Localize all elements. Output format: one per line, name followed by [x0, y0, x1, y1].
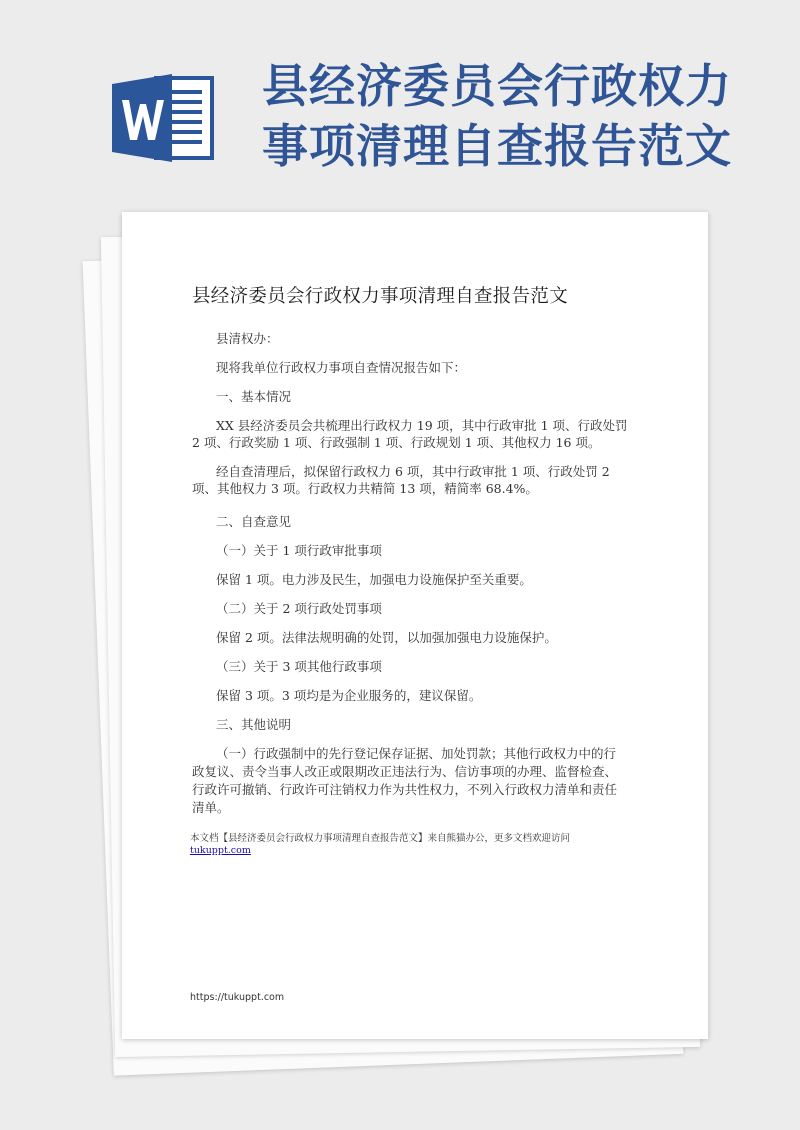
paragraph-salutation: 县清权办： [216, 331, 279, 346]
paragraph-line: （一）行政强制中的先行登记保存证据、加处罚款；其他行政权力中的行 [216, 746, 617, 761]
word-document-icon [112, 72, 214, 164]
paragraph-line: 行政许可撤销、行政许可注销权力作为共性权力，不列入行政权力清单和责任 [192, 782, 618, 797]
section-heading-3: 三、其他说明 [216, 717, 292, 732]
paragraph-intro: 现将我单位行政权力事项自查情况报告如下： [216, 360, 467, 375]
banner-title-line-2: 事项清理自查报告范文 [262, 119, 732, 173]
banner-title-line-1: 县经济委员会行政权力 [262, 59, 732, 113]
paragraph-line: 保留 3 项。3 项均是为企业服务的，建议保留。 [216, 688, 482, 703]
subsection-heading: （三）关于 3 项其他行政事项 [216, 659, 382, 674]
paragraph-line: 保留 2 项。法律法规明确的处罚，以加强加强电力设施保护。 [216, 630, 557, 645]
footer-url: https://tukuppt.com [190, 992, 285, 1003]
subsection-heading: （二）关于 2 项行政处罚事项 [216, 601, 382, 616]
paragraph-line: XX 县经济委员会共梳理出行政权力 19 项，其中行政审批 1 项、行政处罚 [216, 418, 628, 433]
footer-source-link[interactable]: tukuppt.com [190, 845, 251, 856]
banner-title [262, 56, 782, 176]
paragraph-line: 2 项、行政奖励 1 项、行政强制 1 项、行政规划 1 项、其他权力 16 项。 [192, 435, 601, 450]
paragraph-line: 经自查清理后，拟保留行政权力 6 项，其中行政审批 1 项、行政处罚 2 [216, 464, 610, 479]
paragraph-line: 保留 1 项。电力涉及民生，加强电力设施保护至关重要。 [216, 572, 532, 587]
paragraph-line: 清单。 [192, 800, 230, 815]
footer-source-note: 本文档【县经济委员会行政权力事项清理自查报告范文】来自熊猫办公，更多文档欢迎访问 [190, 833, 571, 844]
section-heading-2: 二、自查意见 [216, 514, 292, 529]
document-title: 县经济委员会行政权力事项清理自查报告范文 [192, 286, 569, 307]
document-page [122, 212, 708, 1039]
subsection-heading: （一）关于 1 项行政审批事项 [216, 543, 382, 558]
paragraph-line: 政复议、责令当事人改正或限期改正违法行为、信访事项的办理、监督检查、 [192, 764, 618, 779]
paragraph-line: 项、其他权力 3 项。行政权力共精简 13 项，精简率 68.4%。 [192, 481, 538, 496]
section-heading-1: 一、基本情况 [216, 389, 292, 404]
